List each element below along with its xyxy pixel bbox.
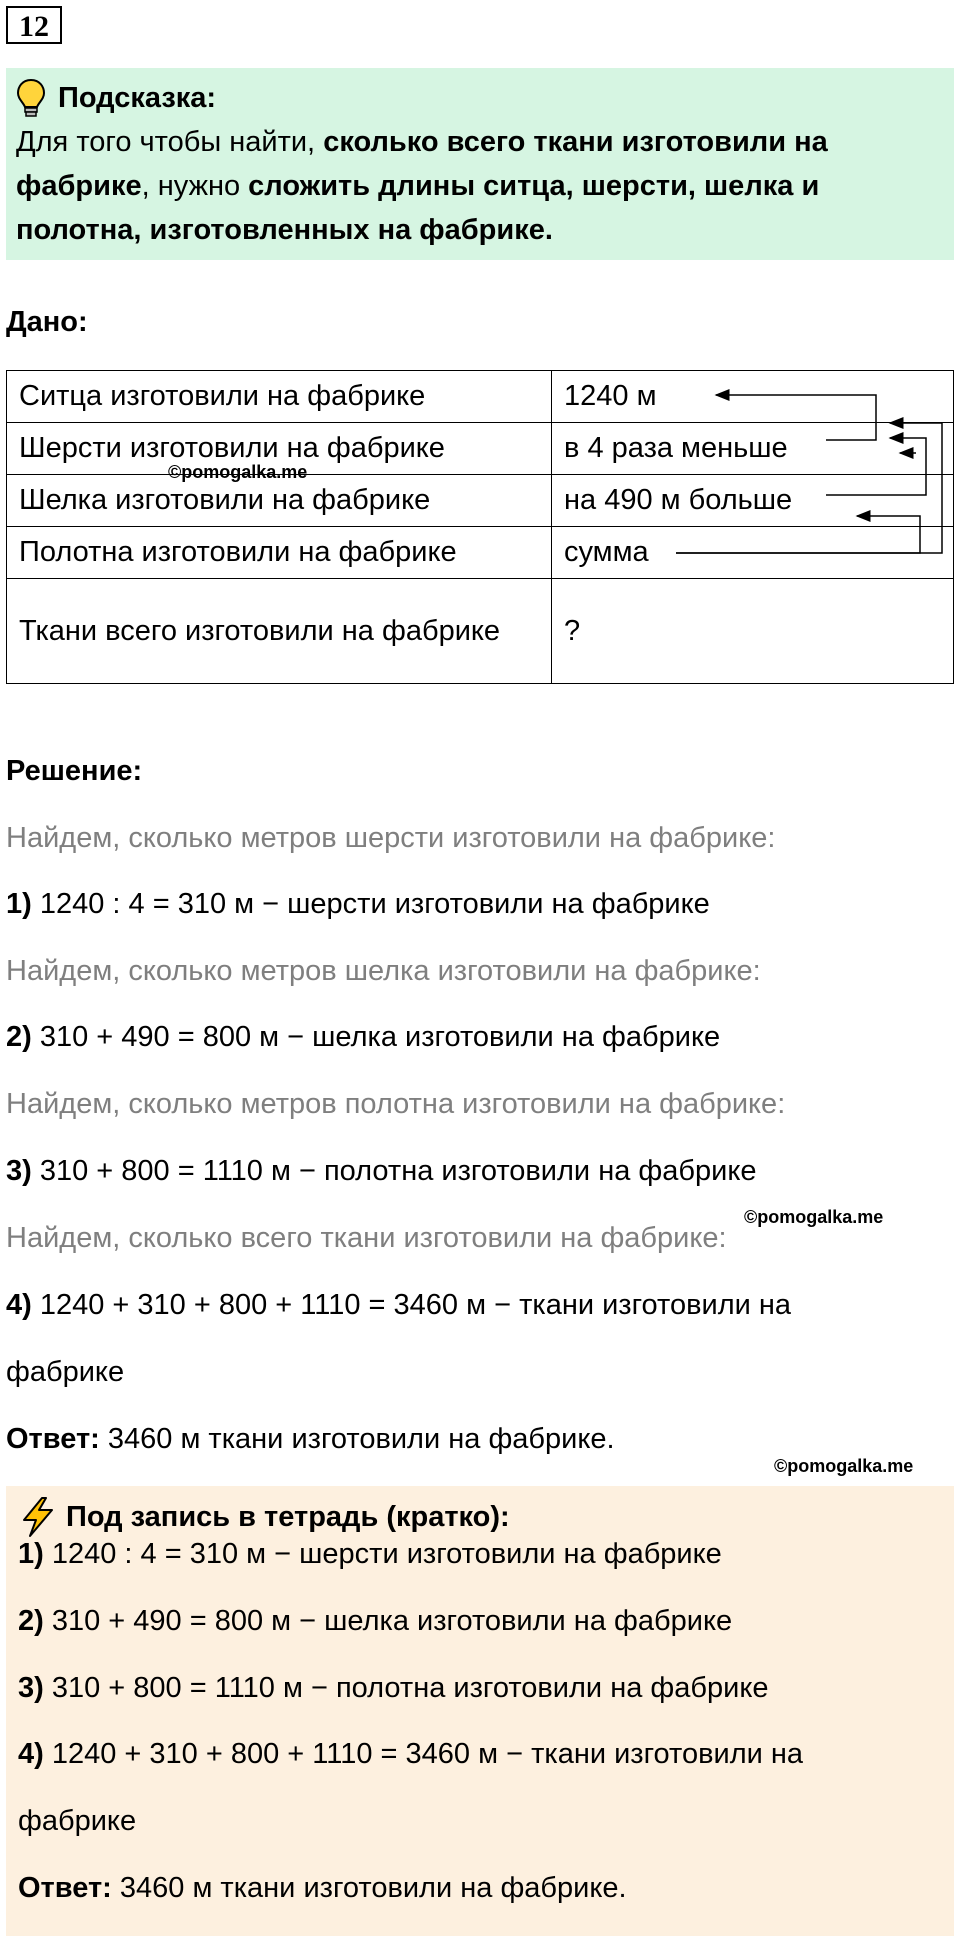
notebook-step: 4) 1240 + 310 + 800 + 1110 = 3460 м − ткани изготовили на: [18, 1738, 804, 1770]
table-cell-label: Полотна изготовили на фабрике: [7, 527, 552, 579]
solution-step-continued: фабрике: [6, 1356, 125, 1388]
solution-step: 1) 1240 : 4 = 310 м − шерсти изготовили на фабрике: [6, 888, 710, 920]
table-cell-label: Шерсти изготовили на фабрике: [7, 423, 552, 475]
table-row: [7, 423, 954, 475]
solution-explanation: Найдем, сколько метров полотна изготовили на фабрике:: [6, 1088, 786, 1120]
table-cell-value: 1240 м: [552, 371, 954, 423]
watermark: ©pomogalka.me: [774, 1456, 914, 1476]
table-row: [7, 527, 954, 579]
solution-explanation: Найдем, сколько метров шелка изготовили на фабрике:: [6, 955, 761, 987]
lightning-icon: [20, 1496, 56, 1538]
table-cell-value: в 4 раза меньше: [552, 423, 954, 475]
notebook-step: 1) 1240 : 4 = 310 м − шерсти изготовили на фабрике: [18, 1538, 722, 1570]
table-cell-value: сумма: [552, 527, 954, 579]
notebook-step: 2) 310 + 490 = 800 м − шелка изготовили на фабрике: [18, 1605, 733, 1637]
notebook-title: Под запись в тетрадь (кратко):: [66, 1500, 510, 1533]
solution-title: Решение:: [6, 755, 143, 787]
hint-title-row: [16, 76, 944, 120]
solution-step: 2) 310 + 490 = 800 м − шелка изготовили на фабрике: [6, 1021, 721, 1053]
solution-step: 3) 310 + 800 = 1110 м − полотна изготовили на фабрике: [6, 1155, 757, 1187]
table-row: [7, 475, 954, 527]
table-cell-label: Ситца изготовили на фабрике: [7, 371, 552, 423]
notebook-answer: Ответ: 3460 м ткани изготовили на фабрике.: [18, 1872, 627, 1904]
watermark: ©pomogalka.me: [168, 462, 308, 482]
table-cell-value: на 490 м больше: [552, 475, 954, 527]
hint-box: [6, 68, 954, 260]
solution-step: 4) 1240 + 310 + 800 + 1110 = 3460 м − ткани изготовили на: [6, 1289, 792, 1321]
notebook-step-continued: фабрике: [18, 1805, 137, 1837]
task-number: 12: [6, 6, 62, 44]
lightbulb-icon: [16, 78, 46, 118]
table-cell-label: Шелка изготовили на фабрике: [7, 475, 552, 527]
given-table: [6, 370, 954, 684]
table-row: [7, 579, 954, 684]
hint-title: Подсказка:: [58, 81, 217, 114]
watermark: ©pomogalka.me: [744, 1207, 884, 1227]
notebook-title-row: [20, 1496, 510, 1538]
notebook-box: [6, 1486, 954, 1936]
solution-explanation: Найдем, сколько всего ткани изготовили на фабрике:: [6, 1222, 727, 1254]
notebook-step: 3) 310 + 800 = 1110 м − полотна изготовили на фабрике: [18, 1672, 769, 1704]
solution-answer: Ответ: 3460 м ткани изготовили на фабрике.: [6, 1423, 615, 1455]
hint-text: Для того чтобы найти, сколько всего ткани изготовили на фабрике, нужно сложить длины ситца, шерсти, шелка и полотна, изготовленных на фабрике.: [16, 126, 828, 246]
table-row: [7, 371, 954, 423]
table-cell-value: ?: [552, 579, 954, 684]
table-cell-label: Ткани всего изготовили на фабрике: [7, 579, 552, 684]
given-title: Дано:: [6, 306, 88, 338]
solution-explanation: Найдем, сколько метров шерсти изготовили на фабрике:: [6, 822, 776, 854]
